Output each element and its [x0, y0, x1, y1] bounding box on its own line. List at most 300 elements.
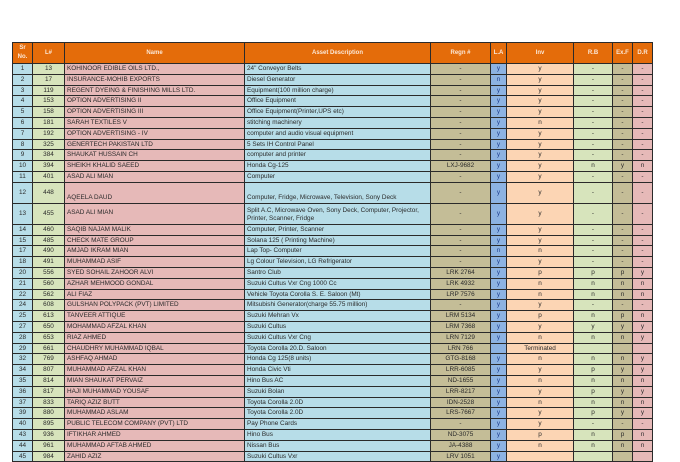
cell-asset-description[interactable]: Equipment(100 million charge) [245, 85, 431, 96]
cell-sr-no[interactable]: 22 [13, 289, 33, 300]
cell-dr[interactable]: - [633, 128, 653, 139]
cell-exf[interactable]: - [613, 128, 633, 139]
cell-asset-description[interactable]: Suzuki Cultus Vxr [245, 451, 431, 462]
cell-regn[interactable]: - [431, 117, 491, 128]
cell-rb[interactable]: - [574, 107, 613, 118]
cell-asset-description[interactable]: Computer, Fridge, Microwave, Television, Sony Deck [245, 182, 431, 203]
cell-dr[interactable] [633, 451, 653, 462]
cell-asset-description[interactable]: Vehicle Toyota Corolla S. E. Saloon (Mt) [245, 289, 431, 300]
cell-name[interactable]: SHEIKH KHALID SAEED [65, 161, 245, 172]
cell-exf[interactable]: - [613, 96, 633, 107]
cell-name[interactable]: RIAZ AHMED [65, 332, 245, 343]
cell-dr[interactable]: - [633, 85, 653, 96]
cell-rb[interactable]: - [574, 85, 613, 96]
cell-name[interactable]: TARIQ AZIZ BUTT [65, 397, 245, 408]
table-row[interactable] [13, 397, 653, 408]
cell-regn[interactable]: - [431, 235, 491, 246]
cell-exf[interactable]: n [613, 289, 633, 300]
cell-name[interactable]: TANVEER ATTIQUE [65, 311, 245, 322]
cell-l-no[interactable]: 807 [33, 365, 65, 376]
cell-rb[interactable]: - [574, 171, 613, 182]
cell-l-no[interactable]: 613 [33, 311, 65, 322]
cell-asset-description[interactable]: Santro Club [245, 267, 431, 278]
cell-sr-no[interactable]: 15 [13, 235, 33, 246]
cell-l-no[interactable]: 17 [33, 74, 65, 85]
cell-regn[interactable]: - [431, 300, 491, 311]
table-row[interactable] [13, 365, 653, 376]
cell-rb[interactable]: - [574, 64, 613, 75]
cell-l-no[interactable]: 562 [33, 289, 65, 300]
cell-name[interactable]: MUHAMMAD AFTAB AHMED [65, 440, 245, 451]
cell-regn[interactable]: LRV 1051 [431, 451, 491, 462]
cell-dr[interactable]: - [633, 419, 653, 430]
cell-sr-no[interactable]: 11 [13, 171, 33, 182]
cell-sr-no[interactable]: 18 [13, 257, 33, 268]
cell-name[interactable]: ASHFAQ AHMAD [65, 354, 245, 365]
cell-la[interactable]: y [491, 375, 507, 386]
cell-sr-no[interactable]: 29 [13, 343, 33, 354]
cell-inv[interactable]: n [507, 440, 574, 451]
cell-l-no[interactable]: 192 [33, 128, 65, 139]
cell-la[interactable]: y [491, 257, 507, 268]
cell-regn[interactable]: LRN 766 [431, 343, 491, 354]
cell-inv[interactable]: y [507, 408, 574, 419]
cell-rb[interactable]: n [574, 429, 613, 440]
cell-name[interactable]: ASAD ALI MIAN [65, 203, 245, 224]
cell-la[interactable]: y [491, 300, 507, 311]
cell-regn[interactable]: - [431, 419, 491, 430]
cell-asset-description[interactable]: Toyota Corolla 2.0D [245, 397, 431, 408]
cell-rb[interactable]: - [574, 246, 613, 257]
table-row[interactable] [13, 246, 653, 257]
cell-name[interactable]: MOHAMMAD AFZAL KHAN [65, 321, 245, 332]
cell-inv[interactable]: n [507, 375, 574, 386]
cell-sr-no[interactable]: 43 [13, 429, 33, 440]
cell-rb[interactable]: - [574, 224, 613, 235]
cell-regn[interactable]: LRN 7129 [431, 332, 491, 343]
cell-l-no[interactable]: 325 [33, 139, 65, 150]
cell-inv[interactable]: p [507, 429, 574, 440]
cell-dr[interactable]: - [633, 171, 653, 182]
table-row[interactable] [13, 343, 653, 354]
header-sr-no[interactable]: Sr No. [13, 43, 33, 64]
table-row[interactable] [13, 354, 653, 365]
header-rb[interactable]: R.B [574, 43, 613, 64]
header-asset-description[interactable]: Asset Description [245, 43, 431, 64]
table-row[interactable] [13, 107, 653, 118]
header-regn[interactable]: Regn # [431, 43, 491, 64]
cell-dr[interactable] [633, 343, 653, 354]
cell-l-no[interactable]: 936 [33, 429, 65, 440]
cell-l-no[interactable]: 608 [33, 300, 65, 311]
cell-la[interactable]: y [491, 408, 507, 419]
table-row[interactable] [13, 375, 653, 386]
cell-name[interactable]: SAQIB NAJAM MALIK [65, 224, 245, 235]
cell-asset-description[interactable]: Honda Cg-125 [245, 161, 431, 172]
cell-exf[interactable]: - [613, 74, 633, 85]
cell-regn[interactable]: - [431, 128, 491, 139]
cell-la[interactable]: y [491, 332, 507, 343]
cell-rb[interactable]: - [574, 96, 613, 107]
cell-name[interactable]: GULSHAN POLYPACK (PVT) LIMITED [65, 300, 245, 311]
cell-rb[interactable]: n [574, 332, 613, 343]
cell-rb[interactable]: n [574, 375, 613, 386]
cell-inv[interactable]: y [507, 300, 574, 311]
cell-asset-description[interactable]: Suzuki Cultus Vxr Cng [245, 332, 431, 343]
cell-name[interactable]: OPTION ADVERTISING - IV [65, 128, 245, 139]
cell-inv[interactable]: y [507, 107, 574, 118]
table-row[interactable] [13, 96, 653, 107]
cell-inv[interactable]: y [507, 321, 574, 332]
table-row[interactable] [13, 117, 653, 128]
cell-sr-no[interactable]: 21 [13, 278, 33, 289]
cell-name[interactable]: KOHINOOR EDIBLE OILS LTD., [65, 64, 245, 75]
cell-inv[interactable]: y [507, 235, 574, 246]
cell-sr-no[interactable]: 36 [13, 386, 33, 397]
cell-exf[interactable] [613, 343, 633, 354]
table-row[interactable] [13, 332, 653, 343]
table-row[interactable] [13, 128, 653, 139]
cell-sr-no[interactable]: 1 [13, 64, 33, 75]
cell-asset-description[interactable]: Mitsubishi Generator(charge 55.75 million) [245, 300, 431, 311]
cell-rb[interactable]: n [574, 289, 613, 300]
cell-regn[interactable]: LRM 7368 [431, 321, 491, 332]
cell-exf[interactable]: n [613, 332, 633, 343]
cell-asset-description[interactable]: Toyota Corolla 20.D. Saloon [245, 343, 431, 354]
cell-l-no[interactable]: 650 [33, 321, 65, 332]
cell-name[interactable]: ASAD ALI MIAN [65, 171, 245, 182]
cell-sr-no[interactable]: 3 [13, 85, 33, 96]
cell-exf[interactable]: - [613, 64, 633, 75]
cell-regn[interactable]: - [431, 224, 491, 235]
cell-asset-description[interactable]: stitching machinery [245, 117, 431, 128]
cell-exf[interactable]: p [613, 267, 633, 278]
cell-regn[interactable]: - [431, 246, 491, 257]
cell-exf[interactable]: y [613, 408, 633, 419]
cell-exf[interactable]: - [613, 171, 633, 182]
cell-la[interactable]: y [491, 182, 507, 203]
cell-dr[interactable]: - [633, 107, 653, 118]
cell-sr-no[interactable]: 24 [13, 300, 33, 311]
cell-rb[interactable]: p [574, 386, 613, 397]
cell-rb[interactable] [574, 451, 613, 462]
cell-exf[interactable]: y [613, 386, 633, 397]
cell-l-no[interactable]: 653 [33, 332, 65, 343]
cell-dr[interactable]: - [633, 203, 653, 224]
table-row[interactable] [13, 408, 653, 419]
cell-sr-no[interactable]: 40 [13, 419, 33, 430]
cell-dr[interactable]: n [633, 278, 653, 289]
cell-exf[interactable]: n [613, 397, 633, 408]
cell-la[interactable]: y [491, 171, 507, 182]
cell-inv[interactable]: y [507, 150, 574, 161]
cell-regn[interactable]: LRP 7576 [431, 289, 491, 300]
table-row[interactable] [13, 451, 653, 462]
cell-name[interactable]: REGENT DYEING & FINISHING MILLS LTD. [65, 85, 245, 96]
cell-exf[interactable]: n [613, 440, 633, 451]
cell-exf[interactable]: n [613, 278, 633, 289]
cell-l-no[interactable]: 181 [33, 117, 65, 128]
cell-inv[interactable]: y [507, 224, 574, 235]
cell-la[interactable]: y [491, 64, 507, 75]
cell-dr[interactable]: - [633, 64, 653, 75]
cell-name[interactable]: SHAUKAT HUSSAIN CH [65, 150, 245, 161]
table-row[interactable] [13, 386, 653, 397]
cell-name[interactable]: CHAUDHRY MUHAMMAD IQBAL [65, 343, 245, 354]
table-row[interactable] [13, 419, 653, 430]
cell-l-no[interactable]: 448 [33, 182, 65, 203]
cell-dr[interactable]: - [633, 117, 653, 128]
cell-asset-description[interactable]: 24" Conveyor Belts [245, 64, 431, 75]
table-row[interactable] [13, 289, 653, 300]
header-l-no[interactable]: L# [33, 43, 65, 64]
cell-inv[interactable]: p [507, 267, 574, 278]
cell-l-no[interactable]: 401 [33, 171, 65, 182]
cell-inv[interactable]: y [507, 128, 574, 139]
cell-exf[interactable]: - [613, 235, 633, 246]
cell-dr[interactable]: n [633, 161, 653, 172]
cell-regn[interactable]: - [431, 182, 491, 203]
table-row[interactable] [13, 267, 653, 278]
cell-l-no[interactable]: 560 [33, 278, 65, 289]
cell-name[interactable]: INSURANCE-MOHIB EXPORTS [65, 74, 245, 85]
cell-la[interactable]: y [491, 354, 507, 365]
cell-name[interactable]: SARAH TEXTILES V [65, 117, 245, 128]
cell-asset-description[interactable]: Hino Bus [245, 429, 431, 440]
cell-regn[interactable]: - [431, 107, 491, 118]
cell-la[interactable]: y [491, 150, 507, 161]
cell-la[interactable]: n [491, 246, 507, 257]
cell-dr[interactable]: - [633, 224, 653, 235]
cell-la[interactable]: y [491, 128, 507, 139]
cell-exf[interactable]: - [613, 203, 633, 224]
cell-inv[interactable]: y [507, 85, 574, 96]
cell-sr-no[interactable]: 37 [13, 397, 33, 408]
cell-regn[interactable]: - [431, 257, 491, 268]
cell-rb[interactable]: - [574, 203, 613, 224]
cell-l-no[interactable]: 394 [33, 161, 65, 172]
cell-sr-no[interactable]: 20 [13, 267, 33, 278]
cell-la[interactable]: y [491, 139, 507, 150]
cell-inv[interactable]: Terminated [507, 343, 574, 354]
cell-rb[interactable]: n [574, 354, 613, 365]
cell-l-no[interactable]: 769 [33, 354, 65, 365]
cell-dr[interactable]: n [633, 397, 653, 408]
cell-la[interactable]: y [491, 117, 507, 128]
cell-name[interactable]: IFTIKHAR AHMED [65, 429, 245, 440]
cell-dr[interactable]: - [633, 74, 653, 85]
table-row[interactable] [13, 429, 653, 440]
cell-exf[interactable]: - [613, 107, 633, 118]
cell-asset-description[interactable]: Computer, Printer, Scanner [245, 224, 431, 235]
cell-l-no[interactable]: 384 [33, 150, 65, 161]
cell-l-no[interactable]: 895 [33, 419, 65, 430]
cell-asset-description[interactable]: Honda Cg 125(8 units) [245, 354, 431, 365]
cell-la[interactable]: n [491, 74, 507, 85]
cell-la[interactable]: y [491, 289, 507, 300]
cell-exf[interactable]: - [613, 257, 633, 268]
cell-sr-no[interactable]: 28 [13, 332, 33, 343]
cell-l-no[interactable]: 460 [33, 224, 65, 235]
cell-regn[interactable]: - [431, 64, 491, 75]
cell-sr-no[interactable]: 32 [13, 354, 33, 365]
cell-l-no[interactable]: 158 [33, 107, 65, 118]
cell-la[interactable]: y [491, 278, 507, 289]
cell-asset-description[interactable]: computer and printer [245, 150, 431, 161]
cell-name[interactable]: MUHAMMAD ASIF [65, 257, 245, 268]
cell-asset-description[interactable]: Computer [245, 171, 431, 182]
cell-exf[interactable]: - [613, 419, 633, 430]
table-row[interactable] [13, 85, 653, 96]
cell-l-no[interactable]: 153 [33, 96, 65, 107]
cell-regn[interactable]: ND-1655 [431, 375, 491, 386]
cell-rb[interactable]: p [574, 267, 613, 278]
cell-la[interactable]: y [491, 440, 507, 451]
cell-sr-no[interactable]: 14 [13, 224, 33, 235]
cell-exf[interactable]: n [613, 375, 633, 386]
cell-rb[interactable]: n [574, 311, 613, 322]
cell-sr-no[interactable]: 25 [13, 311, 33, 322]
table-row[interactable] [13, 182, 653, 203]
cell-inv[interactable] [507, 451, 574, 462]
cell-sr-no[interactable]: 27 [13, 321, 33, 332]
cell-inv[interactable]: y [507, 139, 574, 150]
cell-la[interactable]: y [491, 365, 507, 376]
cell-dr[interactable]: y [633, 354, 653, 365]
cell-la[interactable]: y [491, 85, 507, 96]
cell-exf[interactable]: y [613, 321, 633, 332]
cell-asset-description[interactable]: Office Equipment(Printer,UPS etc) [245, 107, 431, 118]
cell-sr-no[interactable]: 5 [13, 107, 33, 118]
cell-regn[interactable]: - [431, 171, 491, 182]
cell-la[interactable]: y [491, 96, 507, 107]
cell-name[interactable]: SYED SOHAIL ZAHOOR ALVI [65, 267, 245, 278]
cell-exf[interactable]: - [613, 117, 633, 128]
cell-inv[interactable]: y [507, 96, 574, 107]
cell-rb[interactable]: - [574, 128, 613, 139]
cell-dr[interactable]: - [633, 257, 653, 268]
cell-rb[interactable]: - [574, 74, 613, 85]
cell-l-no[interactable]: 833 [33, 397, 65, 408]
cell-dr[interactable]: n [633, 311, 653, 322]
cell-rb[interactable]: n [574, 278, 613, 289]
cell-dr[interactable]: - [633, 96, 653, 107]
table-row[interactable] [13, 235, 653, 246]
cell-la[interactable]: y [491, 451, 507, 462]
cell-regn[interactable]: LXJ-9682 [431, 161, 491, 172]
cell-exf[interactable]: p [613, 429, 633, 440]
cell-sr-no[interactable]: 10 [13, 161, 33, 172]
cell-dr[interactable]: - [633, 300, 653, 311]
cell-rb[interactable] [574, 343, 613, 354]
cell-regn[interactable]: - [431, 96, 491, 107]
cell-la[interactable] [491, 343, 507, 354]
cell-exf[interactable]: y [613, 365, 633, 376]
cell-regn[interactable]: LRR-8217 [431, 386, 491, 397]
cell-name[interactable]: OPTION ADVERTISING III [65, 107, 245, 118]
cell-rb[interactable]: n [574, 397, 613, 408]
cell-dr[interactable]: y [633, 386, 653, 397]
cell-l-no[interactable]: 490 [33, 246, 65, 257]
cell-asset-description[interactable]: Suzuki Cultus Vxr Cng 1000 Cc [245, 278, 431, 289]
cell-asset-description[interactable]: Honda Civic Vti [245, 365, 431, 376]
cell-name[interactable]: ZAHID AZIZ [65, 451, 245, 462]
header-dr[interactable]: D.R [633, 43, 653, 64]
cell-l-no[interactable]: 984 [33, 451, 65, 462]
cell-dr[interactable]: - [633, 139, 653, 150]
cell-inv[interactable]: y [507, 203, 574, 224]
cell-asset-description[interactable]: Solana 125 ( Printing Machine) [245, 235, 431, 246]
cell-regn[interactable]: - [431, 203, 491, 224]
cell-l-no[interactable]: 13 [33, 64, 65, 75]
cell-regn[interactable]: - [431, 139, 491, 150]
cell-regn[interactable]: LRM 5134 [431, 311, 491, 322]
cell-sr-no[interactable]: 45 [13, 451, 33, 462]
cell-dr[interactable]: - [633, 182, 653, 203]
cell-inv[interactable]: y [507, 74, 574, 85]
cell-dr[interactable]: n [633, 440, 653, 451]
cell-asset-description[interactable]: Suzuki Cultus [245, 321, 431, 332]
cell-la[interactable]: y [491, 235, 507, 246]
table-row[interactable] [13, 139, 653, 150]
cell-asset-description[interactable]: 5 Sets IH Control Panel [245, 139, 431, 150]
cell-rb[interactable]: n [574, 161, 613, 172]
cell-inv[interactable]: n [507, 246, 574, 257]
cell-inv[interactable]: n [507, 117, 574, 128]
cell-rb[interactable]: - [574, 139, 613, 150]
cell-sr-no[interactable]: 4 [13, 96, 33, 107]
cell-asset-description[interactable]: Toyota Corolla 2.0D [245, 408, 431, 419]
cell-name[interactable]: ALI FIAZ [65, 289, 245, 300]
cell-asset-description[interactable]: Nissan Bus [245, 440, 431, 451]
cell-asset-description[interactable]: Diesel Generator [245, 74, 431, 85]
cell-inv[interactable]: y [507, 161, 574, 172]
cell-inv[interactable]: n [507, 278, 574, 289]
cell-asset-description[interactable]: Lap Top- Computer [245, 246, 431, 257]
cell-sr-no[interactable]: 9 [13, 150, 33, 161]
table-row[interactable] [13, 321, 653, 332]
cell-exf[interactable]: - [613, 85, 633, 96]
cell-name[interactable]: HAJI MUHAMMAD YOUSAF [65, 386, 245, 397]
cell-rb[interactable]: - [574, 257, 613, 268]
cell-la[interactable]: y [491, 161, 507, 172]
cell-regn[interactable]: LRK 4932 [431, 278, 491, 289]
cell-la[interactable]: y [491, 203, 507, 224]
cell-name[interactable]: AMJAD IKRAM MIAN [65, 246, 245, 257]
cell-dr[interactable]: n [633, 375, 653, 386]
cell-l-no[interactable]: 817 [33, 386, 65, 397]
cell-exf[interactable]: n [613, 354, 633, 365]
cell-l-no[interactable]: 961 [33, 440, 65, 451]
cell-name[interactable]: GENERTECH PAKISTAN LTD [65, 139, 245, 150]
cell-dr[interactable]: - [633, 235, 653, 246]
cell-rb[interactable]: - [574, 150, 613, 161]
cell-rb[interactable]: n [574, 440, 613, 451]
cell-inv[interactable]: y [507, 365, 574, 376]
cell-regn[interactable]: - [431, 150, 491, 161]
cell-inv[interactable]: y [507, 171, 574, 182]
cell-rb[interactable]: - [574, 419, 613, 430]
cell-asset-description[interactable]: Lg Colour Television, LG Refrigerator [245, 257, 431, 268]
cell-name[interactable]: MUHAMMAD ASLAM [65, 408, 245, 419]
cell-exf[interactable]: - [613, 224, 633, 235]
cell-inv[interactable]: n [507, 354, 574, 365]
cell-sr-no[interactable]: 44 [13, 440, 33, 451]
cell-regn[interactable]: JA-4388 [431, 440, 491, 451]
cell-asset-description[interactable]: Hino Bus AC [245, 375, 431, 386]
cell-la[interactable]: y [491, 311, 507, 322]
cell-regn[interactable]: LRS-7667 [431, 408, 491, 419]
